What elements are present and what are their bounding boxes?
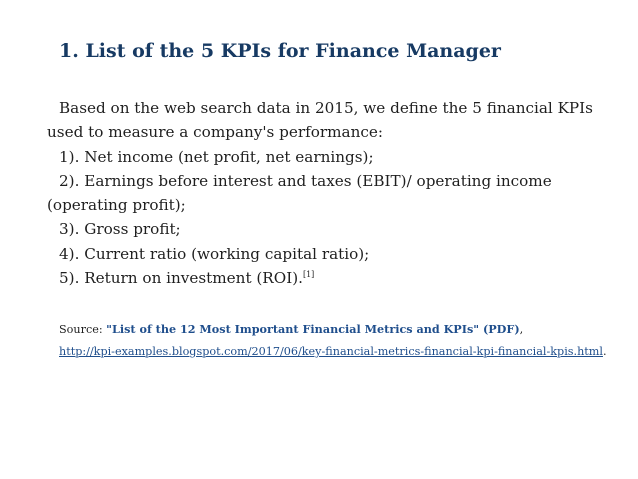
source-end: . — [602, 345, 607, 358]
source-url-link[interactable]: http://kpi-examples.blogspot.com/2017/06/key-financial-metrics-financial-kpi-financial-kpis.html — [59, 345, 603, 358]
kpi-item-4: 4). Current ratio (working capital ratio); — [59, 244, 370, 263]
source-title-link[interactable]: "List of the 12 Most Important Financial Metrics and KPIs" (PDF) — [106, 322, 520, 336]
intro-line-1: Based on the web search data in 2015, we define the 5 financial KPIs — [59, 99, 593, 117]
source-separator: , — [519, 323, 524, 336]
source-citation — [59, 318, 619, 363]
source-label: Source: — [59, 323, 107, 336]
source-line-2 — [59, 341, 619, 363]
kpi-item-2-continued: (operating profit); — [47, 196, 186, 215]
kpi-item-3: 3). Gross profit; — [59, 220, 181, 239]
intro-line-2: used to measure a company's performance: — [47, 123, 383, 142]
source-line-1 — [59, 318, 619, 341]
kpi-item-5 — [47, 266, 607, 290]
footnote-marker[interactable]: [1] — [302, 270, 315, 280]
kpi-item-1: 1). Net income (net profit, net earnings); — [59, 147, 374, 166]
kpi-item-2: 2). Earnings before interest and taxes (EBIT)/ operating income — [59, 171, 552, 190]
slide-body — [47, 96, 607, 290]
kpi-item-5-text: 5). Return on investment (ROI). — [59, 269, 303, 288]
slide-title: 1. List of the 5 KPIs for Finance Manager — [59, 40, 501, 62]
